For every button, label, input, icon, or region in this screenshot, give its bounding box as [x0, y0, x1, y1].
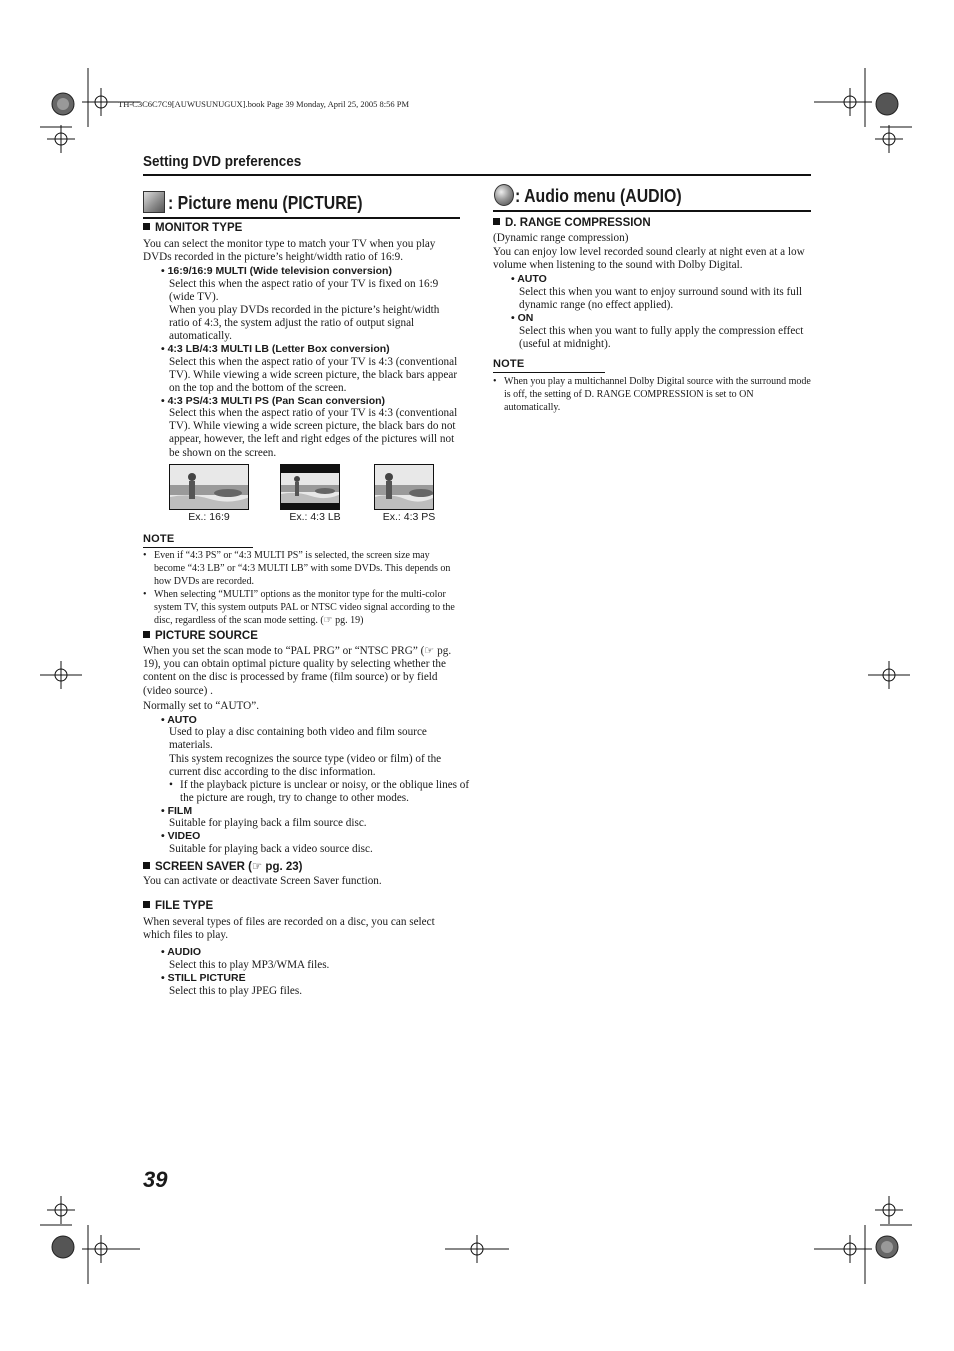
picture-source-heading: PICTURE SOURCE	[143, 630, 258, 642]
picture-menu-title: : Picture menu (PICTURE)	[168, 193, 363, 213]
file-type-heading: FILE TYPE	[143, 900, 213, 912]
section-rule	[143, 174, 811, 176]
drc-sub: (Dynamic range compression)	[493, 232, 629, 244]
audio-title-rule	[493, 210, 811, 212]
file-type-intro: When several types of files are recorded on a disc, you can select which files to play.	[143, 916, 435, 942]
picture-source-normally: Normally set to “AUTO”.	[143, 700, 259, 712]
picture-note-list	[143, 549, 461, 627]
screen-saver-text: You can activate or deactivate Screen Saver function.	[143, 875, 382, 887]
drc-auto-text: Select this when you want to enjoy surround sound with its full dynamic range (no effect applied).	[519, 286, 803, 312]
picture-note-heading: NOTE	[143, 533, 175, 545]
source-auto-label: • AUTO	[161, 714, 197, 726]
audio-note-rule	[493, 372, 605, 373]
source-video-text: Suitable for playing back a video source disc.	[169, 843, 373, 855]
option-lb-text: Select this when the aspect ratio of your TV is 4:3 (conventional TV). While viewing a wide screen picture, the black bars appear on the top and the bottom of the screen.	[169, 356, 458, 395]
source-auto-text: Used to play a disc containing both video and film source materials.	[169, 726, 427, 752]
section-title: Setting DVD preferences	[143, 153, 302, 170]
option-ps-label: • 4:3 PS/4:3 MULTI PS (Pan Scan conversion)	[161, 395, 386, 407]
option-16-9-label: • 16:9/16:9 MULTI (Wide television conversion)	[161, 265, 392, 277]
source-film-text: Suitable for playing back a film source disc.	[169, 817, 367, 829]
example-ps-label: Ex.: 4:3 PS	[382, 511, 436, 523]
book-info: TH-C3C6C7C9[AUWUSUNUGUX].book Page 39 Monday, April 25, 2005 8:56 PM	[118, 99, 410, 109]
option-16-9-text2: When you play DVDs recorded in the picture’s height/width ratio of 4:3, the system adjust the ratio of output signal automatically.	[169, 304, 440, 343]
option-lb-label: • 4:3 LB/4:3 MULTI LB (Letter Box conversion)	[161, 343, 390, 355]
picture-source-intro: When you set the scan mode to “PAL PRG” or “NTSC PRG” (☞ pg. 19), you can obtain optimal picture quality by selecting whether the content on the disc is processed by frame (film source) or by field (video source) .	[143, 645, 452, 697]
example-lb-image	[280, 464, 340, 510]
file-still-label: • STILL PICTURE	[161, 972, 246, 984]
drc-on-text: Select this when you want to fully apply the compression effect (useful at midnight).	[519, 325, 804, 351]
audio-note-list	[493, 375, 811, 414]
picture-note-item: • When selecting “MULTI” options as the monitor type for the multi-color system TV, this system outputs PAL or NTSC video signal according to the disc, regardless of the scan mode setting. (☞ pg. 19)	[143, 588, 461, 627]
file-still-text: Select this to play JPEG files.	[169, 985, 302, 997]
source-auto-bullet: • If the playback picture is unclear or noisy, or the oblique lines of the picture are rough, try to change to other modes.	[169, 779, 472, 805]
page-number: 39	[143, 1167, 168, 1192]
picture-title-rule	[143, 217, 460, 219]
drc-on-label: • ON	[511, 312, 534, 324]
monitor-type-heading: MONITOR TYPE	[143, 222, 242, 234]
file-audio-text: Select this to play MP3/WMA files.	[169, 959, 330, 971]
example-ps-image	[374, 464, 434, 510]
monitor-type-intro: You can select the monitor type to match your TV when you play DVDs recorded in the picture’s height/width ratio of 16:9.	[143, 238, 436, 264]
screen-saver-heading: SCREEN SAVER (☞ pg. 23)	[143, 859, 302, 873]
drc-intro: You can enjoy low level recorded sound clearly at night even at a low volume when listening to the sound with Dolby Digital.	[493, 246, 805, 272]
audio-menu-title: : Audio menu (AUDIO)	[515, 186, 682, 206]
option-16-9-text: Select this when the aspect ratio of your TV is fixed on 16:9 (wide TV).	[169, 278, 439, 304]
audio-note-heading: NOTE	[493, 358, 525, 370]
source-auto-text2: This system recognizes the source type (video or film) of the current disc according to the disc information.	[169, 753, 442, 779]
picture-menu-icon	[143, 191, 165, 213]
file-audio-label: • AUDIO	[161, 946, 202, 958]
audio-menu-icon	[494, 184, 514, 206]
audio-note-item: • When you play a multichannel Dolby Digital source with the surround mode is off, the setting of D. RANGE COMPRESSION is set to ON automatically.	[493, 375, 811, 414]
picture-note-item: • Even if “4:3 PS” or “4:3 MULTI PS” is selected, the screen size may become “4:3 LB” or “4:3 MULTI LB” with some DVDs. This depends on how DVDs are recorded.	[143, 549, 461, 588]
picture-note-rule	[143, 547, 253, 548]
example-16-9-image	[169, 464, 249, 510]
drc-heading: D. RANGE COMPRESSION	[493, 217, 651, 229]
drc-auto-label: • AUTO	[511, 273, 547, 285]
source-film-label: • FILM	[161, 805, 193, 817]
option-ps-text: Select this when the aspect ratio of your TV is 4:3 (conventional TV). While viewing a wide screen picture, the black bars do not appear, however, the left and right edges of the pictures will not be shown on the screen.	[169, 407, 458, 459]
source-video-label: • VIDEO	[161, 830, 201, 842]
example-16-9-label: Ex.: 16:9	[188, 511, 230, 523]
example-lb-label: Ex.: 4:3 LB	[289, 511, 341, 523]
